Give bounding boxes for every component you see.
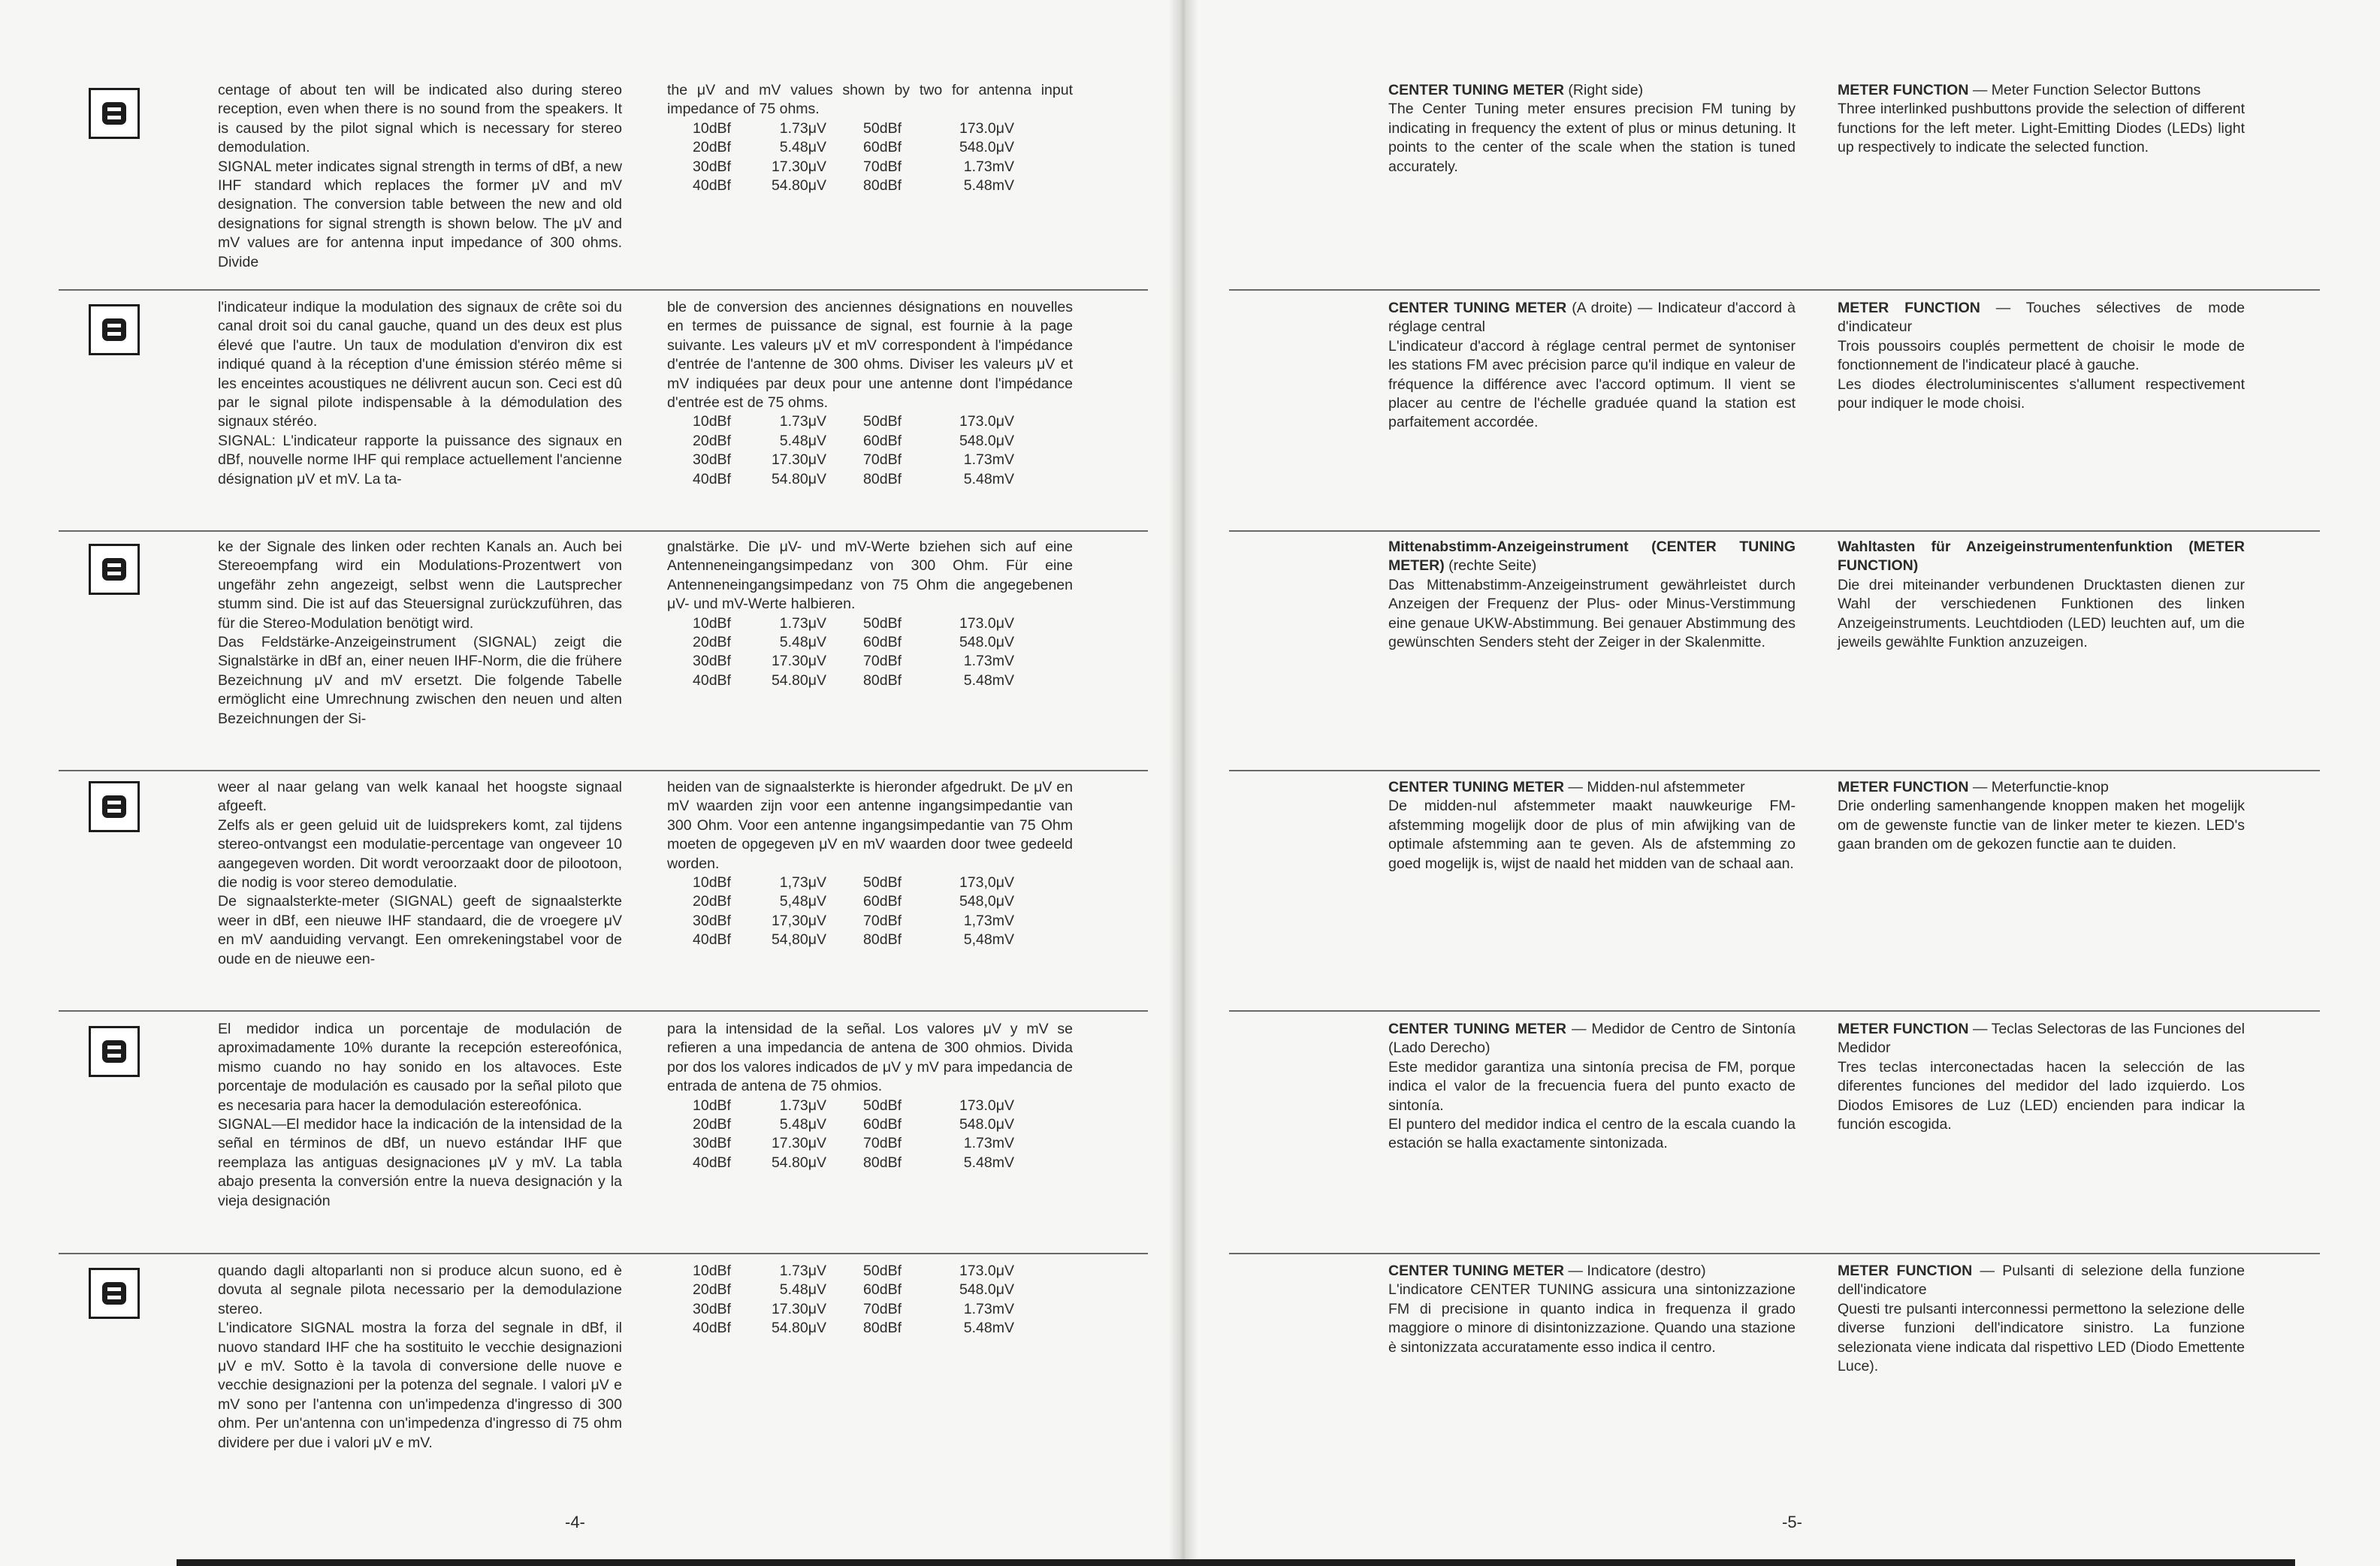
table-cell: 5.48μV: [779, 1281, 826, 1299]
table-row: [693, 633, 1014, 652]
text-paragraph: Das Mittenabstimm-Anzeigeinstrument gewährleistet durch Anzeigen der Frequenz der Plus- oder Minus-Verstimmung eine genaue UKW-Abstimmung. Bei genauer Abstimmung des gewünschten Senders steht der Zeiger in der Skalenmitte.: [1388, 576, 1796, 651]
table-cell: 5,48mV: [963, 931, 1014, 949]
table-cell: 17.30μV: [771, 653, 826, 670]
text-paragraph: gnalstärke. Die μV- und mV-Werte bziehen sich auf eine Antenneneingangsimpedanz von 300 Ohm. Für eine Antenneneingangsimpedanz von 75 Ohm die angegebenen μV- und mV-Werte halbieren.: [667, 539, 1073, 613]
table-cell: 60dBf: [863, 893, 902, 910]
text-paragraph: El medidor indica un porcentaje de modulación de aproximadamente 10% durante la recepción estereofónica, mismo cuando no hay sonido en los altavoces. Este porcentaje de modulación es causado por la señal piloto que es necesaria para hacer la demodulación estereofónica.: [218, 1021, 622, 1114]
table-cell: 30dBf: [693, 1135, 731, 1152]
table-cell: 173.0μV: [959, 119, 1014, 137]
table-cell: 5.48mV: [963, 1154, 1014, 1171]
french-center-tuning: [1388, 299, 1796, 433]
signal-conversion-table: [693, 1097, 1014, 1173]
table-cell: 1.73mV: [963, 1135, 1014, 1152]
meter-function-body: [1838, 1058, 2245, 1135]
meter-function-heading: METER FUNCTION: [1838, 82, 1969, 98]
table-cell: 17.30μV: [771, 451, 826, 469]
table-cell: 54.80μV: [771, 1320, 826, 1337]
section-b-badge: [89, 88, 140, 139]
table-cell: 40dBf: [693, 931, 731, 949]
table-cell: 80dBf: [863, 470, 902, 487]
italian-center-tuning: [1388, 1262, 1796, 1357]
meter-function-body: [1838, 1300, 2245, 1377]
meter-function-heading: Wahltasten für Anzeigeinstrumentenfunktion (METER FUNCTION): [1838, 539, 2245, 575]
section-b-badge: [89, 544, 140, 595]
table-cell: 60dBf: [863, 139, 902, 156]
german-note: [667, 538, 1073, 614]
page-number-right: -5-: [1782, 1513, 1802, 1531]
table-cell: 54.80μV: [771, 1154, 826, 1171]
table-cell: 548.0μV: [959, 1116, 1014, 1133]
table-row: [693, 1115, 1014, 1134]
center-tuning-heading: CENTER TUNING METER: [1388, 300, 1567, 316]
table-cell: 1.73μV: [779, 1097, 826, 1114]
table-row: [693, 931, 1014, 949]
italian-signal-text-cont: [667, 1262, 1073, 1338]
table-cell: 54.80μV: [771, 671, 826, 689]
table-row: [693, 614, 1014, 633]
text-paragraph: Trois poussoirs couplés permettent de choisir le mode de fonctionnement de l'indicateur placé à gauche.: [1838, 337, 2245, 374]
b-letter-icon: [99, 555, 129, 584]
table-cell: 30dBf: [693, 1300, 731, 1317]
table-row: [693, 412, 1014, 431]
table-cell: 17,30μV: [771, 912, 826, 929]
section-divider: [59, 1010, 1148, 1012]
table-cell: 5,48μV: [779, 893, 826, 910]
text-paragraph: SIGNAL—El medidor hace la indicación de la intensidad de la señal en términos de dBf, un nuevo estándar IHF que reemplaza las antiguas designaciones μV y mV. La tabla abajo presenta la conversión entre la nueva designación y la vieja designación: [218, 1116, 622, 1209]
table-cell: 548.0μV: [959, 139, 1014, 156]
table-cell: 5.48mV: [963, 671, 1014, 689]
table-cell: 54.80μV: [771, 177, 826, 195]
table-cell: 30dBf: [693, 451, 731, 469]
table-cell: 1.73μV: [779, 119, 826, 137]
spanish-signal-text: [218, 1020, 622, 1211]
text-paragraph: Zelfs als er geen geluid uit de luidsprekers komt, zal tijdens stereo-ontvangst een modulatie-percentage van ongeveer 10 aangegeven worden. Dit wordt veroorzaakt door de pilootoon, die nodig is voor stereo demodulatie.: [218, 816, 622, 892]
text-paragraph: centage of about ten will be indicated also during stereo reception, even when there is no sound from the speakers. It is caused by the pilot signal which is necessary for stereo demodulation.: [218, 82, 622, 156]
text-paragraph: The Center Tuning meter ensures precision FM tuning by indicating in frequency the extent of plus or minus detuning. It points to the center of the scale when the station is tuned accurately.: [1388, 101, 1796, 175]
text-paragraph: ble de conversion des anciennes désignations en nouvelles en termes de puissance de signal, est fournie à la page suivante. Les valeurs μV et mV correspondent à l'impédance d'entrée de l'antenne de 300 ohms. Diviser les valeurs μV et mV indiquées par deux pour une antenne dont l'impédance d'entrée est de 75 ohms.: [667, 299, 1073, 412]
table-row: [693, 138, 1014, 157]
table-cell: 80dBf: [863, 1320, 902, 1337]
table-cell: 173.0μV: [959, 1097, 1014, 1114]
table-cell: 5.48mV: [963, 1320, 1014, 1337]
center-tuning-heading: CENTER TUNING METER: [1388, 82, 1564, 98]
section-b-badge: [89, 1026, 140, 1077]
table-cell: 548.0μV: [959, 634, 1014, 651]
table-cell: 548,0μV: [959, 893, 1014, 910]
spanish-center-tuning: [1388, 1020, 1796, 1154]
text-paragraph: SIGNAL meter indicates signal strength in terms of dBf, a new IHF standard which replaces the former μV and mV designation. The conversion table between the new and old designations for signal strength is shown below. The μV and mV values are for antenna input impedance of 300 ohms. Divide: [218, 158, 622, 270]
b-letter-icon: [99, 792, 129, 821]
table-cell: 80dBf: [863, 931, 902, 949]
english-signal-text-cont: [667, 81, 1073, 195]
table-row: [693, 1134, 1014, 1153]
b-letter-icon: [99, 1279, 129, 1308]
section-divider: [1229, 1010, 2320, 1012]
table-row: [693, 671, 1014, 690]
meter-function-sub: — Pulsanti di selezione della funzione dell'indicatore: [1838, 1263, 2246, 1299]
table-cell: 20dBf: [693, 1116, 731, 1133]
dutch-signal-text-cont: [667, 778, 1073, 950]
table-cell: 548.0μV: [959, 1281, 1014, 1299]
meter-function-sub: — Meterfunctie-knop: [1968, 779, 2109, 795]
table-cell: 80dBf: [863, 671, 902, 689]
table-cell: 40dBf: [693, 1320, 731, 1337]
section-divider: [1229, 530, 2320, 532]
table-row: [693, 119, 1014, 138]
german-signal-text-cont: [667, 538, 1073, 690]
b-letter-icon: [99, 1037, 129, 1066]
table-cell: 40dBf: [693, 470, 731, 487]
text-paragraph: l'indicateur indique la modulation des signaux de crête soi du canal droit soi du canal gauche, quand un des deux est plus élevé que l'autre. Un taux de modulation d'environ dix est indiqué quand à la réception d'une émission stéréo même si les enceintes acoustiques ne délivrent aucun son. Ceci est dû par le signal pilote indispensable à la démodulation des signaux stéréo.: [218, 299, 622, 430]
section-divider: [1229, 770, 2320, 771]
table-cell: 20dBf: [693, 893, 731, 910]
text-paragraph: Drie onderling samenhangende knoppen maken het mogelijk om de gewenste functie van de linker meter te kiezen. LED's gaan branden om de gekozen functie aan te duiden.: [1838, 798, 2245, 853]
meter-function-heading: METER FUNCTION: [1838, 779, 1969, 795]
dutch-note: [667, 778, 1073, 874]
table-row: [693, 451, 1014, 469]
text-paragraph: heiden van de signaalsterkte is hieronder afgedrukt. De μV en mV waarden zijn voor een antenne ingangsimpedantie van 300 Ohm. Voor een antenne ingangsimpedantie van 75 Ohm moeten de opgegeven μV en mV waarden door twee gedeeld worden.: [667, 779, 1073, 872]
italian-meter-function: [1838, 1262, 2245, 1376]
section-b-badge: [89, 304, 140, 355]
b-letter-icon: [99, 99, 129, 128]
table-cell: 1.73mV: [963, 1300, 1014, 1317]
text-paragraph: Three interlinked pushbuttons provide the selection of different functions for the left meter. Light-Emitting Diodes (LEDs) light up respectively to indicate the selected function.: [1838, 101, 2245, 156]
signal-conversion-table: [693, 119, 1014, 196]
german-meter-function: [1838, 538, 2245, 652]
table-cell: 10dBf: [693, 614, 731, 632]
section-divider: [59, 530, 1148, 532]
table-cell: 10dBf: [693, 874, 731, 892]
table-cell: 10dBf: [693, 1097, 731, 1114]
table-cell: 70dBf: [863, 451, 902, 469]
section-divider: [59, 1253, 1148, 1254]
table-cell: 1.73μV: [779, 413, 826, 430]
table-row: [693, 1097, 1014, 1115]
meter-function-sub: — Touches sélectives de mode d'indicateur: [1838, 300, 2246, 336]
table-cell: 17.30μV: [771, 1300, 826, 1317]
text-paragraph: L'indicatore SIGNAL mostra la forza del segnale in dBf, il nuovo standard IHF che ha sostituito le vecchie designazioni μV e mV. Sotto è la tavola di conversione delle nuove e vecchie designazioni per la potenza del segnale. I valori μV e mV sono per l'antenna con un'impedenza d'ingresso di 300 ohm. Per un'antenna con un'impedenza d'ingresso di 75 ohm dividere per due i valori μV e mV.: [218, 1320, 622, 1451]
center-tuning-body: [1388, 1058, 1796, 1154]
table-row: [693, 432, 1014, 451]
table-cell: 50dBf: [863, 614, 902, 632]
table-row: [693, 1154, 1014, 1172]
table-cell: 70dBf: [863, 653, 902, 670]
table-cell: 1.73mV: [963, 158, 1014, 175]
table-cell: 60dBf: [863, 432, 902, 449]
table-row: [693, 874, 1014, 892]
page-bottom-edge: [177, 1559, 2295, 1566]
text-paragraph: the μV and mV values shown by two for antenna input impedance of 75 ohms.: [667, 82, 1073, 118]
table-cell: 30dBf: [693, 158, 731, 175]
section-divider: [1229, 1253, 2320, 1254]
page-number-left: -4-: [565, 1513, 585, 1531]
table-cell: 5.48μV: [779, 1116, 826, 1133]
text-paragraph: weer al naar gelang van welk kanaal het hoogste signaal afgeeft.: [218, 779, 622, 815]
table-row: [693, 177, 1014, 195]
table-cell: 5.48μV: [779, 634, 826, 651]
center-tuning-body: [1388, 100, 1796, 177]
text-paragraph: SIGNAL: L'indicateur rapporte la puissance des signaux en dBf, nouvelle norme IHF qui remplace actuellement l'ancienne désignation μV et mV. La ta-: [218, 432, 622, 487]
center-tuning-body: [1388, 337, 1796, 433]
table-cell: 50dBf: [863, 874, 902, 892]
table-cell: 1,73mV: [963, 912, 1014, 929]
table-cell: 173.0μV: [959, 1263, 1014, 1279]
meter-function-heading: METER FUNCTION: [1838, 1021, 1969, 1037]
text-paragraph: Das Feldstärke-Anzeigeinstrument (SIGNAL) zeigt die Signalstärke in dBf an, einer neuen IHF-Norm, die die frühere Bezeichnung μV and mV ersetzt. Die folgende Tabelle ermöglicht eine Umrechnung zwischen den neuen und alten Bezeichnungen der Si-: [218, 634, 622, 727]
spanish-meter-function: [1838, 1020, 2245, 1134]
table-cell: 10dBf: [693, 1263, 731, 1279]
signal-conversion-table: [693, 874, 1014, 950]
section-b-badge: [89, 1268, 140, 1319]
table-cell: 548.0μV: [959, 432, 1014, 449]
french-signal-text-cont: [667, 298, 1073, 489]
dutch-center-tuning: [1388, 778, 1796, 874]
text-paragraph: Tres teclas interconectadas hacen la selección de las diferentes funciones del medidor del lado izquierdo. Los Diodos Emisores de Luz (LED) encienden para indicar la función escogida.: [1838, 1058, 2245, 1133]
text-paragraph: Les diodes électroluminiscentes s'allument respectivement pour indiquer le mode choisi.: [1838, 376, 2245, 412]
text-paragraph: Die drei miteinander verbundenen Drucktasten dienen zur Wahl der verschiedenen Funktionen des linken Anzeigeinstruments. Leuchtdioden (LED) leuchten auf, um die jeweils gewählte Funktion anzuzeigen.: [1838, 576, 2245, 651]
center-tuning-sub: (Right side): [1564, 82, 1644, 98]
center-tuning-heading: CENTER TUNING METER: [1388, 779, 1564, 795]
dutch-signal-text: [218, 778, 622, 969]
center-tuning-sub: (A droite) — Indicateur d'accord à réglage central: [1388, 300, 1796, 336]
text-paragraph: quando dagli altoparlanti non si produce alcun suono, ed è dovuta al segnale pilota necessario per la demodulazione stereo.: [218, 1263, 622, 1317]
english-signal-text: [218, 81, 622, 272]
table-row: [693, 1300, 1014, 1319]
table-row: [693, 470, 1014, 489]
table-row: [693, 1319, 1014, 1338]
text-paragraph: El puntero del medidor indica el centro de la escala cuando la estación se halla exactamente sintonizada.: [1388, 1116, 1796, 1152]
table-cell: 54,80μV: [771, 931, 826, 949]
meter-function-body: [1838, 576, 2245, 653]
table-cell: 60dBf: [863, 1281, 902, 1299]
table-row: [693, 652, 1014, 671]
dutch-meter-function: [1838, 778, 2245, 855]
table-cell: 60dBf: [863, 1116, 902, 1133]
center-tuning-sub: — Medidor de Centro de Sintonía (Lado Derecho): [1388, 1021, 1796, 1057]
table-cell: 17.30μV: [771, 1135, 826, 1152]
signal-conversion-table: [693, 412, 1014, 489]
section-divider: [1229, 289, 2320, 291]
section-divider: [59, 289, 1148, 291]
table-row: [693, 892, 1014, 911]
table-cell: 70dBf: [863, 1135, 902, 1152]
table-cell: 40dBf: [693, 1154, 731, 1171]
german-signal-text: [218, 538, 622, 729]
spanish-note: [667, 1020, 1073, 1097]
meter-function-sub: — Teclas Selectoras de las Funciones del Medidor: [1838, 1021, 2245, 1057]
table-cell: 40dBf: [693, 671, 731, 689]
table-cell: 5.48mV: [963, 470, 1014, 487]
table-cell: 70dBf: [863, 158, 902, 175]
center-tuning-body: [1388, 576, 1796, 653]
table-row: [693, 1281, 1014, 1299]
german-center-tuning: [1388, 538, 1796, 652]
table-cell: 5.48mV: [963, 177, 1014, 195]
table-cell: 40dBf: [693, 177, 731, 195]
table-cell: 54.80μV: [771, 470, 826, 487]
center-tuning-body: [1388, 797, 1796, 874]
meter-function-body: [1838, 337, 2245, 414]
meter-function-body: [1838, 100, 2245, 157]
text-paragraph: ke der Signale des linken oder rechten Kanals an. Auch bei Stereoempfang wird ein Modulations-Prozentwert von ungefähr zehn angezeigt, selbst wenn die Lautsprecher stumm sind. Die ist auf das Steuersignal zurückzuführen, das für die Stereo-Modulation benötigt wird.: [218, 539, 622, 632]
table-cell: 173,0μV: [959, 874, 1014, 892]
table-cell: 20dBf: [693, 634, 731, 651]
table-cell: 20dBf: [693, 1281, 731, 1299]
table-cell: 30dBf: [693, 912, 731, 929]
center-tuning-body: [1388, 1281, 1796, 1357]
center-tuning-sub: — Midden-nul afstemmeter: [1564, 779, 1745, 795]
text-paragraph: Este medidor garantiza una sintonía precisa de FM, porque indica el valor de la frecuencia fuera del punto exacto de sintonía.: [1388, 1058, 1796, 1114]
spanish-signal-text-cont: [667, 1020, 1073, 1172]
english-meter-function: [1838, 81, 2245, 158]
table-cell: 60dBf: [863, 634, 902, 651]
table-cell: 80dBf: [863, 1154, 902, 1171]
table-row: [693, 912, 1014, 931]
text-paragraph: L'indicateur d'accord à réglage central permet de syntoniser les stations FM avec précision parce qu'il indique en valeur de fréquence la différence avec l'accord optimum. Il vient se placer au centre de l'échelle graduée quand la station est parfaitement accordée.: [1388, 337, 1796, 431]
table-cell: 70dBf: [863, 912, 902, 929]
french-meter-function: [1838, 299, 2245, 413]
table-cell: 50dBf: [863, 119, 902, 137]
meter-function-body: [1838, 797, 2245, 854]
table-cell: 173.0μV: [959, 413, 1014, 430]
signal-conversion-table: [693, 614, 1014, 691]
table-cell: 1.73μV: [779, 614, 826, 632]
table-cell: 50dBf: [863, 1097, 902, 1114]
text-paragraph: De midden-nul afstemmeter maakt nauwkeurige FM-afstemming mogelijk door de plus of min afwijking van de optimale afstemming aan te geven. Als de afstemming zo goed mogelijk is, wijst de naald het midden van de schaal aan.: [1388, 798, 1796, 872]
table-cell: 173.0μV: [959, 614, 1014, 632]
table-cell: 70dBf: [863, 1300, 902, 1317]
book-gutter: [1168, 0, 1198, 1566]
french-note: [667, 298, 1073, 412]
table-cell: 50dBf: [863, 1263, 902, 1279]
table-row: [693, 158, 1014, 177]
table-cell: 5.48μV: [779, 432, 826, 449]
text-paragraph: De signaalsterkte-meter (SIGNAL) geeft de signaalsterkte weer in dBf, een nieuwe IHF standaard, die de vroegere μV en mV aanduiding vervangt. Een omrekeningstabel voor de oude en de nieuwe een-: [218, 893, 622, 967]
center-tuning-sub: — Indicatore (destro): [1564, 1263, 1706, 1279]
table-cell: 20dBf: [693, 432, 731, 449]
meter-function-heading: METER FUNCTION: [1838, 300, 1980, 316]
table-cell: 30dBf: [693, 653, 731, 670]
table-cell: 1.73μV: [779, 1263, 826, 1279]
table-cell: 10dBf: [693, 119, 731, 137]
center-tuning-heading: CENTER TUNING METER: [1388, 1021, 1567, 1037]
meter-function-heading: METER FUNCTION: [1838, 1263, 1973, 1279]
table-cell: 1.73mV: [963, 451, 1014, 469]
center-tuning-heading: Mittenabstimm-Anzeigeinstrument (CENTER TUNING METER): [1388, 539, 1796, 575]
table-cell: 50dBf: [863, 413, 902, 430]
table-cell: 5.48μV: [779, 139, 826, 156]
signal-conversion-table: [693, 1262, 1014, 1338]
table-cell: 80dBf: [863, 177, 902, 195]
french-signal-text: [218, 298, 622, 489]
english-center-tuning: [1388, 81, 1796, 177]
section-divider: [59, 770, 1148, 771]
center-tuning-heading: CENTER TUNING METER: [1388, 1263, 1564, 1279]
meter-function-sub: — Meter Function Selector Buttons: [1968, 82, 2201, 98]
text-paragraph: Questi tre pulsanti interconnessi permettono la selezione delle diverse funzioni dell'indicatore sinistro. La funzione selezionata viene indicata dal rispettivo LED (Diodo Emettente Luce).: [1838, 1300, 2245, 1375]
table-cell: 1.73mV: [963, 653, 1014, 670]
table-cell: 17.30μV: [771, 158, 826, 175]
english-note: [667, 81, 1073, 119]
table-cell: 1,73μV: [779, 874, 826, 892]
text-paragraph: para la intensidad de la señal. Los valores μV y mV se refieren a una impedancia de antena de 300 ohmios. Divida por dos los valores indicados de μV y mV para impedancia de entrada de antena de 75 ohmios.: [667, 1021, 1073, 1095]
text-paragraph: L'indicatore CENTER TUNING assicura una sintonizzazione FM di precisione in quanto indica in frequenza il grado maggiore o minore di disintonizzazione. Quando una stazione è sintonizzata accuratamente esso indica il centro.: [1388, 1281, 1796, 1356]
b-letter-icon: [99, 315, 129, 344]
table-cell: 20dBf: [693, 139, 731, 156]
table-cell: 10dBf: [693, 413, 731, 430]
center-tuning-sub: (rechte Seite): [1444, 557, 1537, 575]
italian-signal-text: [218, 1262, 622, 1453]
table-row: [693, 1262, 1014, 1281]
section-b-badge: [89, 781, 140, 832]
